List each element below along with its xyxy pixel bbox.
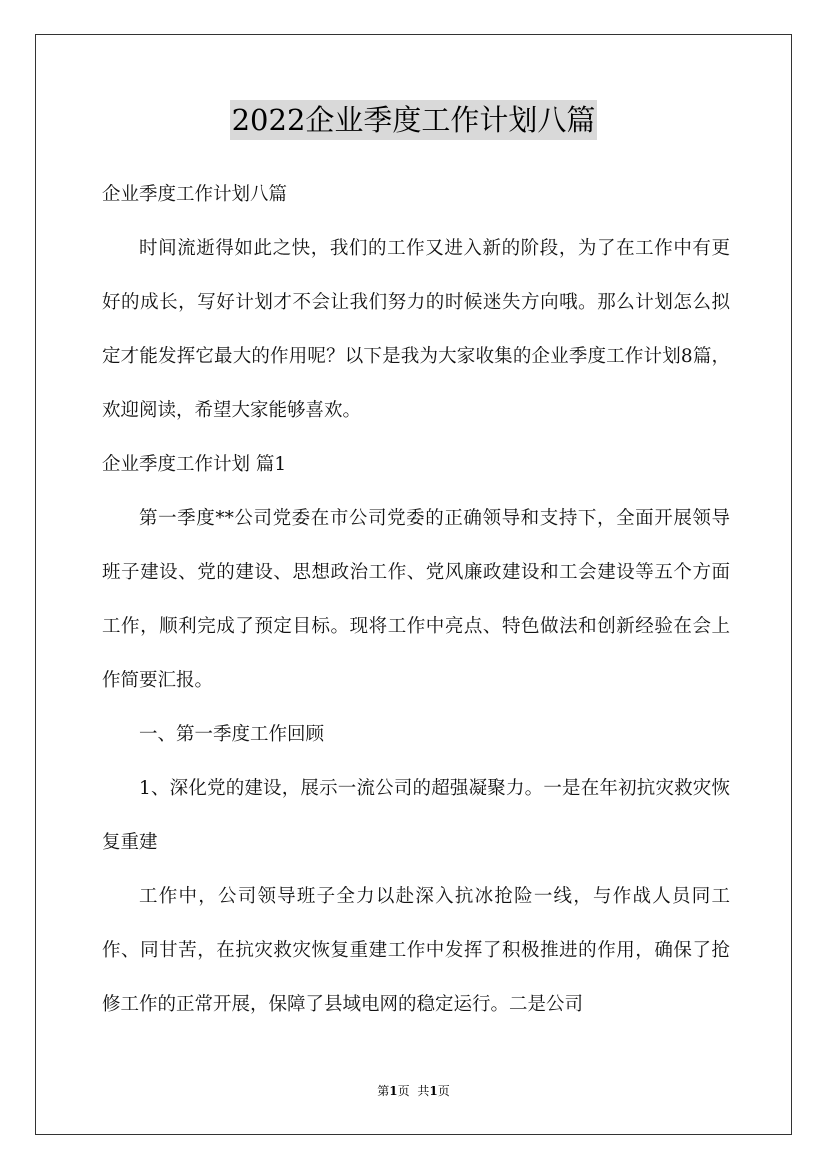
document-body xyxy=(102,168,730,1032)
page-footer xyxy=(0,1082,827,1099)
page-prefix: 第 xyxy=(377,1084,390,1098)
paragraph-6: 工作中，公司领导班子全力以赴深入抗冰抢险一线，与作战人员同工作、同甘苦，在抗灾救灾恢复重建工作中发挥了积极推进的作用，确保了抢修工作的正常开展，保障了县域电网的稳定运行。二是公司 xyxy=(102,886,730,1015)
paragraph-4: 一、第一季度工作回顾 xyxy=(139,724,325,745)
paragraph-5: 1、深化党的建设，展示一流公司的超强凝聚力。一是在年初抗灾救灾恢复重建 xyxy=(102,778,730,853)
page-number: 1 xyxy=(389,1084,398,1098)
title-container xyxy=(0,100,827,140)
paragraph-1: 时间流逝得如此之快，我们的工作又进入新的阶段，为了在工作中有更好的成长，写好计划才不会让我们努力的时候迷失方向哦。那么计划怎么拟定才能发挥它最大的作用呢？以下是我为大家收集的企业季度工作计划8篇，欢迎阅读，希望大家能够喜欢。 xyxy=(102,238,730,421)
total-suffix: 页 xyxy=(437,1084,450,1098)
page-suffix: 页 xyxy=(397,1084,410,1098)
paragraph-3: 第一季度**公司党委在市公司党委的正确领导和支持下，全面开展领导班子建设、党的建设、思想政治工作、党风廉政建设和工会建设等五个方面工作，顺利完成了预定目标。现将工作中亮点、特色做法和创新经验在会上作简要汇报。 xyxy=(102,508,730,691)
paragraph-0: 企业季度工作计划八篇 xyxy=(102,184,288,205)
paragraph-2: 企业季度工作计划 篇1 xyxy=(102,454,287,475)
total-prefix: 共 xyxy=(417,1084,430,1098)
document-title: 2022企业季度工作计划八篇 xyxy=(230,100,598,140)
total-pages: 1 xyxy=(429,1084,438,1098)
